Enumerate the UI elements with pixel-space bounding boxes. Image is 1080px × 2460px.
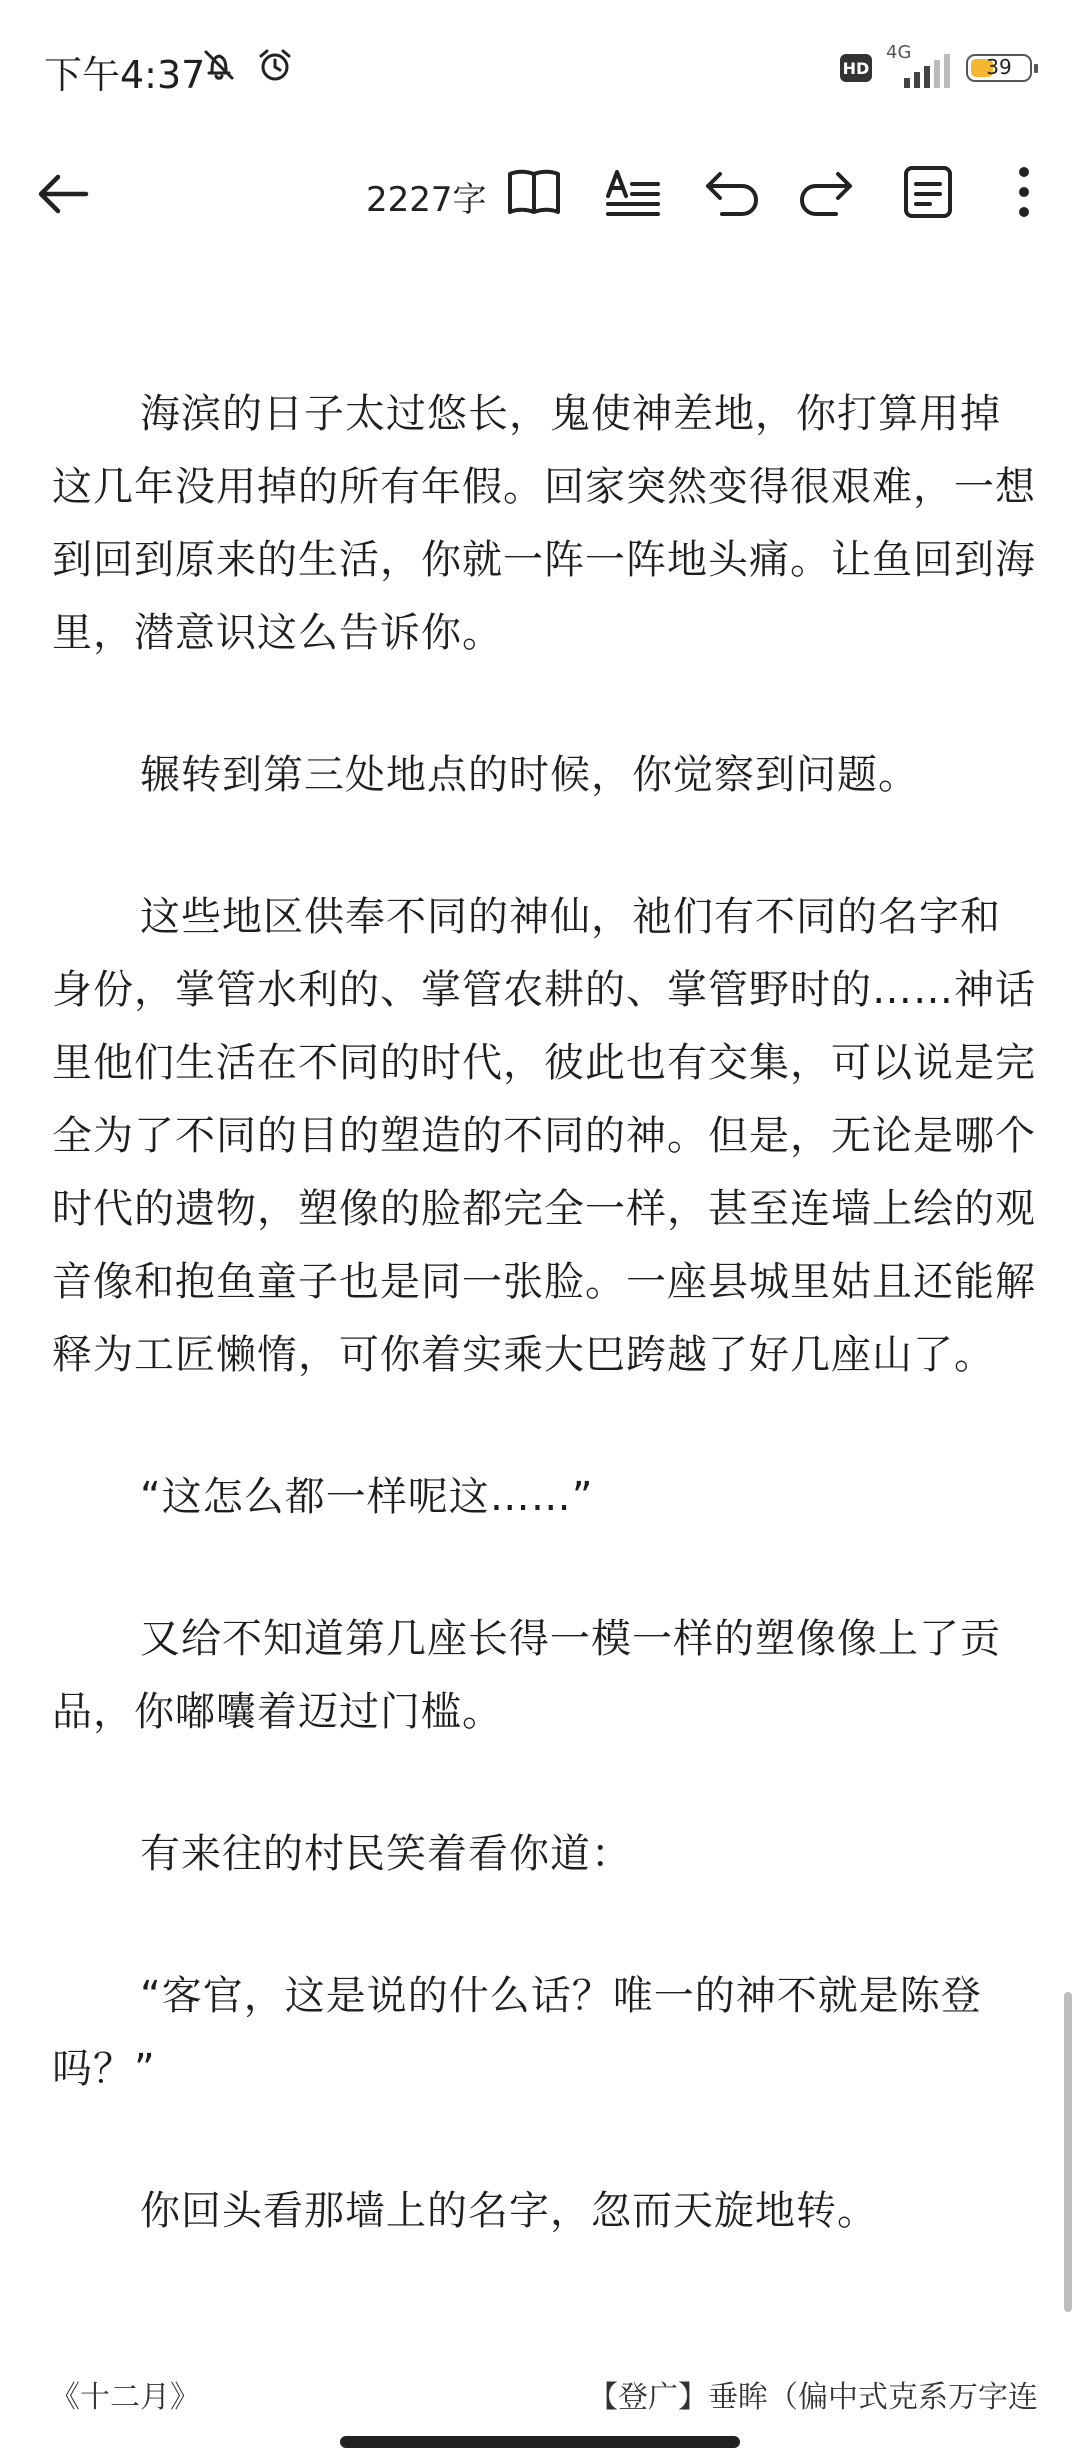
paragraph: 又给不知道第几座长得一模一样的塑像像上了贡品，你嘟囔着迈过门槛。: [52, 1616, 1001, 1735]
paragraph: “客官，这是说的什么话？唯一的神不就是陈登吗？”: [52, 1973, 982, 2092]
status-time: 下午4:37: [44, 53, 206, 97]
more-button[interactable]: [996, 160, 1052, 224]
chapter-title: 《十二月》: [50, 2380, 200, 2415]
paragraph: 你回头看那墙上的名字，忽而天旋地转。: [140, 2188, 878, 2234]
paragraph: “这怎么都一样呢这……”: [140, 1474, 594, 1520]
text-format-icon: [602, 162, 662, 222]
note-button[interactable]: [896, 160, 960, 224]
paragraph: 海滨的日子太过悠长，鬼使神差地，你打算用掉这几年没用掉的所有年假。回家突然变得很艰难，一想到回到原来的生活，你就一阵一阵地头痛。让鱼回到海里，潜意识这么告诉你。: [52, 391, 1036, 656]
more-icon: [1014, 162, 1034, 222]
alarm-icon: [256, 46, 294, 84]
undo-button[interactable]: [698, 160, 762, 224]
home-indicator[interactable]: [340, 2436, 740, 2448]
hd-icon: HD: [840, 54, 872, 82]
paragraph: 这些地区供奉不同的神仙，祂们有不同的名字和身份，掌管水利的、掌管农耕的、掌管野时的……神话里他们生活在不同的时代，彼此也有交集，可以说是完全为了不同的目的塑造的不同的神。但是，无论是哪个时代的遗物，塑像的脸都完全一样，甚至连墙上绘的观音像和抱鱼童子也是同一张脸。一座县城里姑且还能解释为工匠懒惰，可你着实乘大巴跨越了好几座山了。: [52, 894, 1036, 1378]
book-icon: [504, 162, 564, 222]
mute-bell-icon: [200, 46, 238, 84]
note-icon: [898, 162, 958, 222]
back-button[interactable]: [32, 162, 96, 226]
battery-icon: [966, 54, 1032, 82]
redo-button[interactable]: [796, 160, 860, 224]
undo-icon: [700, 162, 760, 222]
reader-toolbar: [0, 130, 1080, 300]
battery-percent: 39: [986, 55, 1012, 79]
signal-icon: 4G: [886, 48, 952, 88]
read-mode-button[interactable]: [502, 160, 566, 224]
paragraph: 辗转到第三处地点的时候，你觉察到问题。: [140, 752, 919, 798]
reading-content: [52, 378, 1036, 2317]
word-count: 2227字: [366, 180, 487, 220]
paragraph: 有来往的村民笑着看你道：: [140, 1831, 632, 1877]
book-title: 【登广】垂眸（偏中式克系万字连: [588, 2380, 1038, 2415]
scrollbar[interactable]: [1064, 1992, 1072, 2312]
redo-icon: [798, 162, 858, 222]
status-bar: [0, 0, 1080, 130]
back-arrow-icon: [32, 162, 96, 226]
text-format-button[interactable]: [600, 160, 664, 224]
